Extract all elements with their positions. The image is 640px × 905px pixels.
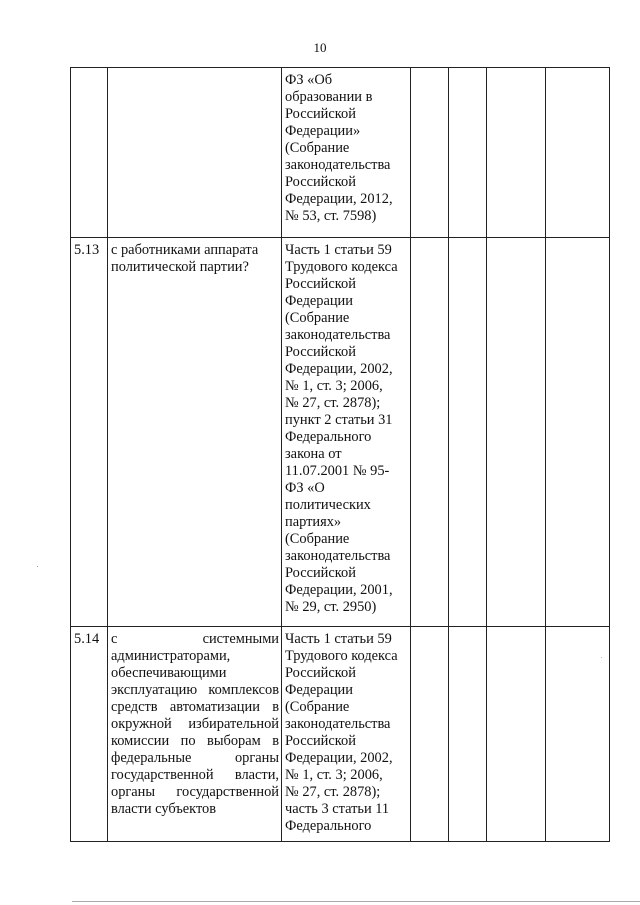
requirements-table xyxy=(70,67,610,842)
empty-cell xyxy=(546,238,610,627)
empty-cell xyxy=(487,68,546,238)
legal-basis-cell: Часть 1 статьи 59 Трудового кодекса Российской Федерации (Собрание законодательства Российской Федерации, 2002, № 1, ст. 3; 2006, № 27, ст. 2878); часть 3 статьи 11 Федерального xyxy=(282,627,411,842)
empty-cell xyxy=(411,627,449,842)
empty-cell xyxy=(546,68,610,238)
legal-basis-cell: Часть 1 статьи 59 Трудового кодекса Российской Федерации (Собрание законодательства Российской Федерации, 2002, № 1, ст. 3; 2006, № 27, ст. 2878); пункт 2 статьи 31 Федерального закона от 11.07.2001 № 95- ФЗ «О политических партиях» (Собрание законодательства Российской Федерации, 2001, № 29, ст. 2950) xyxy=(282,238,411,627)
row-number-cell: 5.14 xyxy=(71,627,108,842)
scan-edge-line xyxy=(72,901,640,902)
empty-cell xyxy=(449,68,487,238)
row-number-cell xyxy=(71,68,108,238)
legal-basis-cell: ФЗ «Об образовании в Российской Федерации» (Собрание законодательства Российской Федерации, 2012, № 53, ст. 7598) xyxy=(282,68,411,238)
question-cell xyxy=(108,68,282,238)
page-number: 10 xyxy=(313,40,327,55)
question-cell: с работниками аппарата политической партии? xyxy=(108,238,282,627)
empty-cell xyxy=(546,627,610,842)
empty-cell xyxy=(487,627,546,842)
table-row xyxy=(71,627,610,842)
scan-speck xyxy=(601,657,602,658)
empty-cell xyxy=(411,238,449,627)
table-row xyxy=(71,238,610,627)
scan-speck xyxy=(37,566,38,567)
empty-cell xyxy=(449,627,487,842)
empty-cell xyxy=(411,68,449,238)
empty-cell xyxy=(487,238,546,627)
table-row xyxy=(71,68,610,238)
empty-cell xyxy=(449,238,487,627)
row-number-cell: 5.13 xyxy=(71,238,108,627)
question-cell: с системными администраторами, обеспечивающими эксплуатацию комплексов средств автоматизации в окружной избирательной комиссии по выборам в федеральные органы государственной власти, органы государственной власти субъектов xyxy=(108,627,282,842)
